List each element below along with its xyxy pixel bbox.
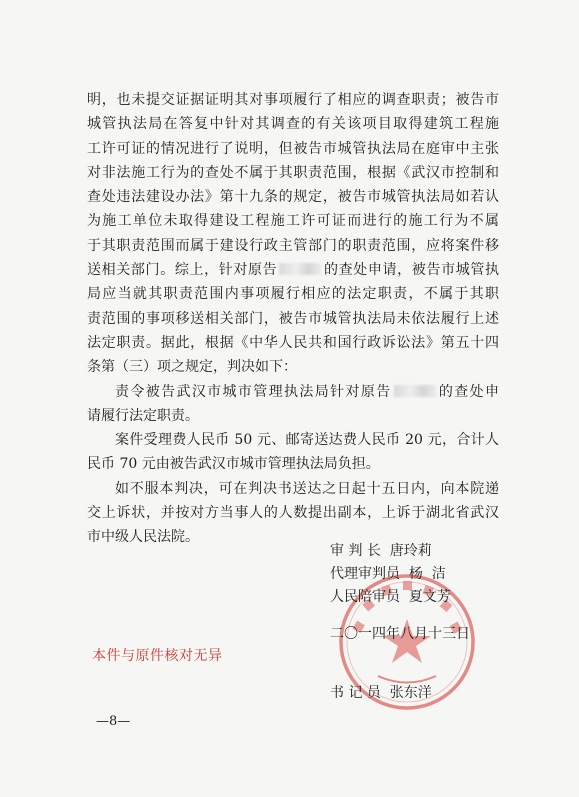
text-line: 城管执法局在答复中针对其调查的有关该项目取得建筑工程施 [87, 116, 499, 133]
text-line: 交上诉状，并按对方当事人的人数提出副本，上诉于湖北省武汉 [87, 505, 499, 522]
redaction-mark [279, 263, 321, 275]
text-line-redacted [87, 380, 499, 404]
text-line: 工许可证的情况进行了说明，但被告市城管执法局在庭审中主张 [87, 140, 499, 157]
text-segment: 送相关部门。综上，针对原告 [87, 262, 278, 279]
page-number: —8— [96, 714, 131, 729]
judgment-date: 二〇一四年八月十三日 [330, 626, 470, 642]
text-line: 案件受理费人民币 50 元、邮寄送达费人民币 20 元，合计人 [115, 432, 499, 449]
verification-stamp: 本件与原件核对无异 [92, 648, 223, 664]
text-line: 法定职责。据此，根据《中华人民共和国行政诉讼法》第五十四 [87, 334, 499, 351]
redaction-mark [394, 385, 436, 397]
text-line-redacted [87, 258, 499, 282]
text-segment: 的查处申 [437, 383, 500, 400]
text-line: 责范围的事项移送相关部门，被告市城管执法局未依法履行上述 [87, 310, 499, 327]
text-line: 请履行法定职责。 [87, 407, 199, 424]
text-line: 如不服本判决，可在判决书送达之日起十五日内，向本院递 [115, 480, 499, 497]
text-segment: 的查处申请，被告市城管执 [323, 262, 500, 279]
assessor-line: 人民陪审员 夏文芳 [330, 589, 451, 605]
judgment-body [87, 88, 499, 550]
text-line: 市中级人民法院。 [87, 529, 199, 546]
clerk-line: 书 记 员 张东洋 [330, 685, 432, 701]
acting-judge-line: 代理审判员 杨 洁 [330, 566, 446, 582]
text-line: 查处违法建设办法》第十九条的规定，被告市城管执法局如若认 [87, 189, 499, 206]
text-segment: 责令被告武汉市城市管理执法局针对原告 [115, 383, 392, 400]
text-line: 条第（三）项之规定，判决如下： [87, 359, 297, 376]
text-line: 明，也未提交证据证明其对事项履行了相应的调查职责；被告市 [87, 92, 499, 108]
text-line: 局应当就其职责范围内事项履行相应的法定职责，不属于其职 [87, 286, 499, 303]
text-line: 民币 70 元由被告武汉市城市管理执法局负担。 [87, 456, 380, 473]
text-line: 于其职责范围而属于建设行政主管部门的职责范围，应将案件移 [87, 237, 499, 254]
text-line: 对非法施工行为的查处不属于其职责范围，根据《武汉市控制和 [87, 164, 499, 181]
chief-judge-line: 审 判 长 唐玲莉 [330, 543, 432, 559]
text-line: 为施工单位未取得建设工程施工许可证而进行的施工行为不属 [87, 213, 499, 230]
